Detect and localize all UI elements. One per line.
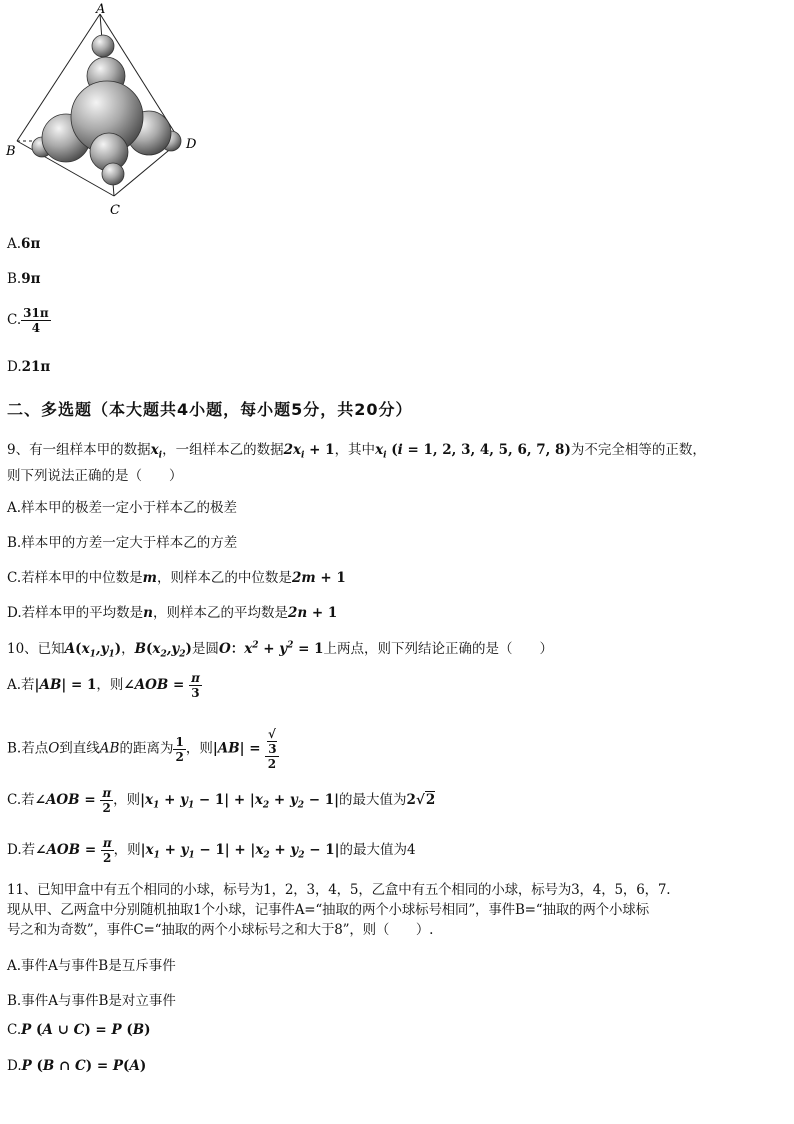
option-text: B.若点 [7, 740, 49, 757]
q10-text: 10、已知 [7, 641, 65, 657]
vertex-label-c: C [110, 203, 120, 218]
q8-option-b[interactable] [7, 271, 41, 287]
option-label: C. [7, 1022, 22, 1038]
fraction-numerator: 31π [23, 306, 49, 320]
option-label: B. [7, 271, 22, 287]
option-text: ，则样本乙的中位数是 [156, 570, 292, 586]
fraction-denominator: 4 [31, 321, 41, 335]
tetrahedron-spheres-figure [4, 0, 204, 220]
q10-option-a[interactable]: A.若|AB| = 1，则∠AOB = $\frac{\pi}{3}$ [7, 671, 200, 700]
option-text: D.若样本甲的平均数是 [7, 605, 144, 621]
option-label: D. [7, 1058, 22, 1074]
q11-text: 现从甲、乙两盒中分别随机抽取1个小球，记事件A=“抽取的两个小球标号相同”，事件B=“抽取的两个小球标 [7, 902, 649, 918]
option-label: C. [7, 312, 22, 328]
option-text: C.若 [7, 792, 35, 808]
q11-text: 11、已知甲盒中有五个相同的小球，标号为1，2，3，4，5，乙盒中有五个相同的小球，标号为3，4，5，6，7. [7, 882, 671, 898]
option-text: ，则 [96, 677, 124, 693]
q10-stem: 10、已知$A(x_1,y_1)$，$B(x_2,y_2)$是圆O：$x^2 + y^2 = 1$上两点，则下列结论正确的是（ ） [7, 640, 553, 660]
q10-text: 上两点，则下列结论正确的是（ ） [323, 641, 553, 657]
option-value: 21π [21, 359, 51, 375]
option-text: 的最大值为 [339, 792, 407, 808]
q11-option-c[interactable]: C.P (A ∪ C) = P (B) [7, 1022, 151, 1038]
option-text: 的最大值为4 [339, 842, 416, 858]
section-title: 二、多选题（本大题共4小题，每小题5分，共20分） [7, 400, 413, 419]
q11-stem [7, 880, 787, 940]
option-text: A.若 [7, 677, 35, 693]
option-text: 到直线 [59, 740, 100, 757]
option-text: C.若样本甲的中位数是 [7, 570, 143, 586]
q8-option-d[interactable] [7, 359, 50, 375]
option-value: 9π [21, 271, 41, 287]
option-value: 6π [21, 236, 41, 252]
q10-option-b[interactable]: B.若点O到直线AB的距离为 $\frac{1}{2}$ ，则|AB| = √ 3 2 [7, 727, 277, 771]
option-text: ，则 [113, 792, 141, 808]
q11-text: 号之和为奇数”，事件C=“抽取的两个小球标号之和大于8”，则（ ）. [7, 922, 434, 938]
q9-text: 9、有一组样本甲的数据 [7, 442, 151, 458]
q11-option-b[interactable]: B.事件A与事件B是对立事件 [7, 993, 176, 1009]
option-text: ，则样本乙的平均数是 [152, 605, 288, 621]
q9-stem: 9、有一组样本甲的数据$x_i$，一组样本乙的数据$2x_i + 1$，其中$x_i$ (i = 1, 2, 3, 4, 5, 6, 7, 8)为不完全相等的正数， 则下列说法正确的是（ ） [7, 442, 706, 484]
q9-option-b[interactable]: B.样本甲的方差一定大于样本乙的方差 [7, 535, 238, 551]
option-label: A. [7, 236, 22, 252]
q9-text: 为不完全相等的正数， [570, 442, 706, 458]
q9-text: ，其中 [334, 442, 376, 458]
q9-text: 则下列说法正确的是（ ） [7, 467, 183, 484]
q8-option-a[interactable] [7, 236, 40, 252]
q11-option-d[interactable]: D.P (B ∩ C) = P(A) [7, 1058, 147, 1074]
vertex-label-d: D [186, 137, 197, 152]
q10-option-c[interactable]: C.若∠AOB = $\frac{\pi}{2}$ ，则$|x_1 + y_1 - 1| + |x_2 + y_2 - 1|$的最大值为2√2 [7, 786, 436, 815]
q10-option-d[interactable]: D.若∠AOB = $\frac{\pi}{2}$ ，则$|x_1 + y_1 - 1| + |x_2 + y_2 - 1|$的最大值为4 [7, 836, 416, 865]
q9-option-a[interactable]: A.样本甲的极差一定小于样本乙的极差 [7, 500, 238, 516]
q8-option-c[interactable] [7, 306, 51, 335]
q10-text: 是圆 [191, 641, 219, 657]
q10-text: ， [121, 641, 135, 657]
q9-option-d[interactable]: D.若样本甲的平均数是n，则样本乙的平均数是2n + 1 [7, 605, 338, 621]
option-text: ，则 [185, 740, 213, 757]
vertex-label-a: A [96, 2, 106, 17]
option-text: 的距离为 [119, 740, 174, 757]
q9-text: ，一组样本乙的数据 [162, 442, 284, 458]
option-text: ，则 [113, 842, 141, 858]
q9-option-c[interactable]: C.若样本甲的中位数是m，则样本乙的中位数是2m + 1 [7, 570, 346, 586]
vertex-label-b: B [6, 144, 16, 159]
option-text: D.若 [7, 842, 36, 858]
option-fraction [21, 306, 50, 335]
q11-option-a[interactable]: A.事件A与事件B是互斥事件 [7, 958, 176, 974]
option-label: D. [7, 359, 22, 375]
